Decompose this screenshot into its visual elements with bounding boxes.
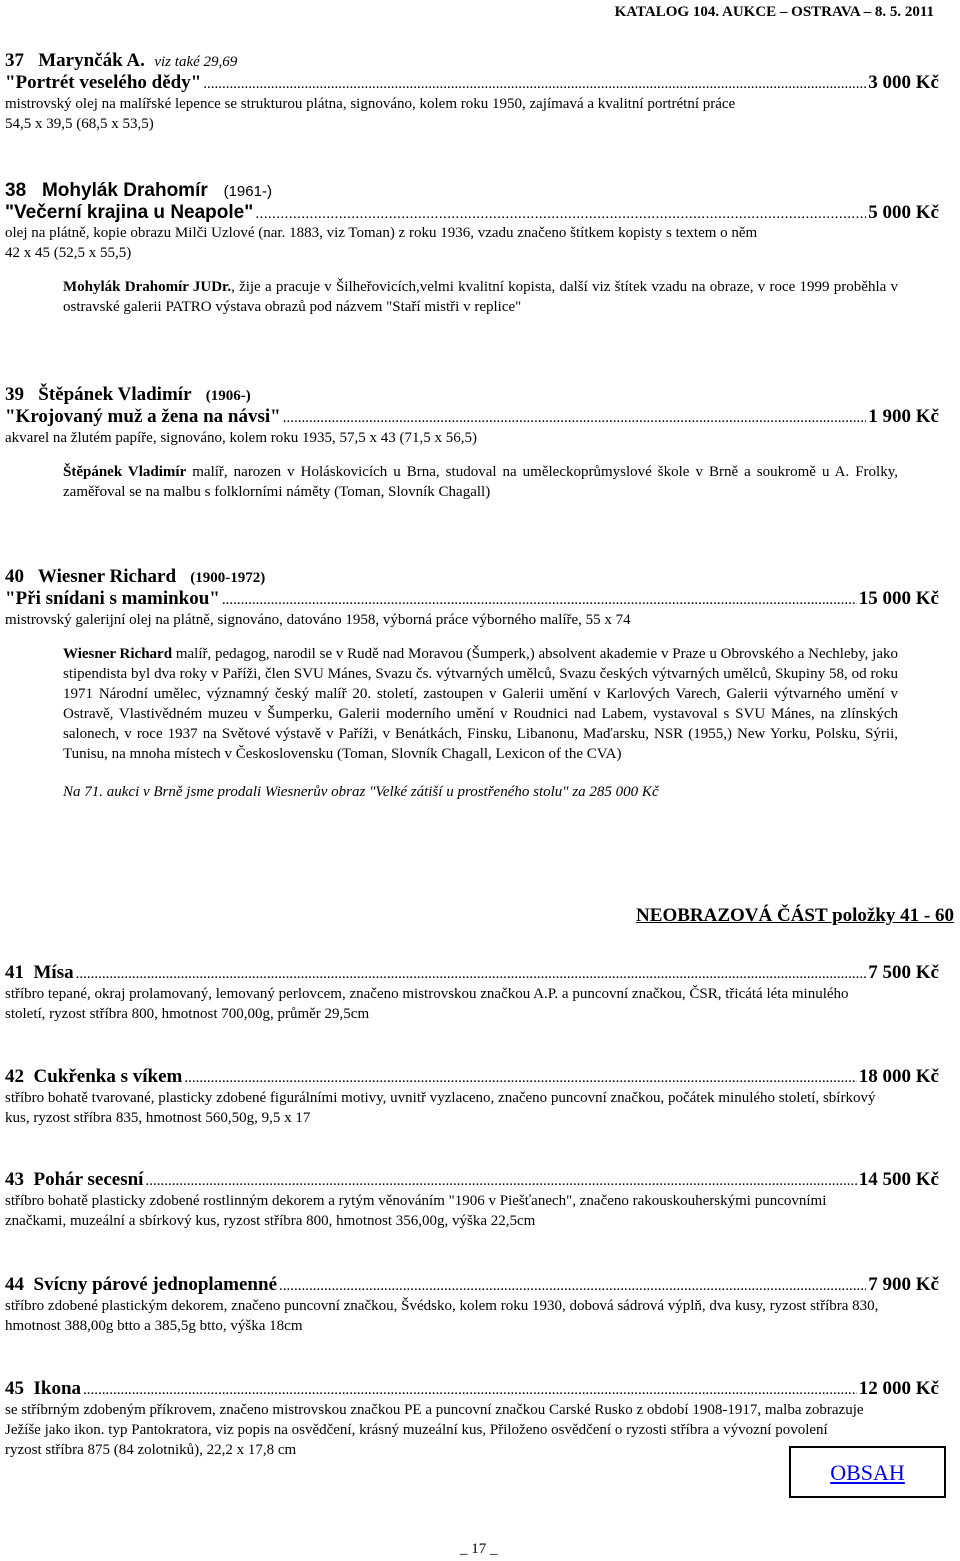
lot-title: "Při snídani s maminkou" — [5, 588, 220, 609]
lot-title: "Krojovaný muž a žena na návsi" — [5, 406, 281, 427]
lot-heading — [5, 180, 939, 203]
lot-description: akvarel na žlutém papíře, signováno, kolem roku 1935, 57,5 x 43 (71,5 x 56,5) — [5, 430, 477, 446]
item-number: 43 — [5, 1169, 24, 1190]
lot-description: mistrovský olej na malířské lepence se strukturou plátna, signováno, kolem roku 1950, zajímavá a kvalitní portrétní práce — [5, 96, 736, 112]
item-title-row — [5, 963, 939, 984]
page-number: _ 17 _ — [460, 1541, 498, 1557]
lot-years: (1961-) — [223, 183, 272, 200]
lot-artist: Marynčák A. — [38, 50, 145, 71]
item-number: 41 — [5, 962, 24, 983]
lot-price: 15 000 Kč — [858, 588, 939, 609]
item-description: stříbro zdobené plastickým dekorem, značeno puncovní značkou, Švédsko, kolem roku 1930, dobová sádrová výplň, dva kusy, ryzost stříbra 830, hmotnost 388,00g btto a 385,5g btto, výška 18cm — [5, 1298, 879, 1334]
lot-years: (1900-1972) — [190, 570, 266, 586]
item-41 — [5, 963, 939, 1024]
section-heading: NEOBRAZOVÁ ČÁST položky 41 - 60 — [636, 905, 954, 926]
lot-title-row — [5, 407, 939, 428]
lot-artist: Štěpánek Vladimír — [38, 384, 192, 405]
lot-39 — [5, 384, 939, 502]
leader-dots — [203, 75, 866, 94]
catalog-header: KATALOG 104. AUKCE – OSTRAVA – 8. 5. 2011 — [614, 4, 934, 20]
leader-dots — [76, 965, 867, 984]
lot-number: 38 — [5, 180, 27, 201]
item-description: se stříbrným zdobeným příkrovem, značeno mistrovskou značkou PE a puncovní značkou Carské Rusko z období 1908-1917, malba zobrazuje Ježíše jako ikon. typ Pantokratora, viz popis na osvědčení, krásný muzeální kus, Přiloženo osvědčení o ryzosti stříbra a vývozní povolení — [5, 1402, 864, 1438]
item-description: stříbro tepané, okraj prolamovaný, lemovaný perlovcem, značeno mistrovskou značkou A.P. a puncovní značkou, ČSR, třicátá léta minulého století, ryzost stříbra 800, hmotnost 700,00g, průměr 29,5cm — [5, 986, 849, 1022]
item-price: 7 500 Kč — [868, 962, 939, 983]
bio-name: Štěpánek Vladimír — [63, 464, 187, 480]
bio-name: Wiesner Richard — [63, 646, 173, 662]
lot-price: 1 900 Kč — [868, 406, 939, 427]
lot-artist: Wiesner Richard — [37, 566, 177, 587]
lot-years: (1906-) — [205, 388, 251, 404]
lot-heading — [5, 50, 939, 73]
item-title-row — [5, 1275, 939, 1296]
leader-dots — [222, 591, 857, 610]
contents-link-box[interactable] — [789, 1446, 946, 1498]
item-name: Pohár secesní — [33, 1169, 144, 1190]
item-title-row — [5, 1379, 939, 1400]
leader-dots — [255, 204, 866, 223]
item-description: stříbro bohatě tvarované, plasticky zdobené figurálními motivy, uvnitř vyzlaceno, značeno puncovní značkou, počátek minulého století, sbírkový kus, ryzost stříbra 835, hmotnost 560,50g, 9,5 x 17 — [5, 1090, 876, 1126]
lot-40 — [5, 566, 939, 802]
lot-heading — [5, 566, 939, 589]
item-title-row — [5, 1170, 939, 1191]
leader-dots — [184, 1069, 856, 1088]
bio-text: malíř, pedagog, narodil se v Rudě nad Moravou (Šumperk,) absolvent akademie v Praze u Obrovského a Nechleby, jako stipendista byl dva roky v Paříži, člen SVU Mánes, Svazu čs. výtvarných umělců, Svazu českých výtvarných umělců, Skupiny 58, od roku 1971 Národní umělec, významný český malíř 20. století, zastoupen v Galerii umění v Karlových Varech, Galerii výtvarného umění v Ostravě, Vlastivědném muzeu v Šumperku, Galerii moderního umění v Roudnici nad Labem, vystavoval s SVU Mánes, na zlínských salonech, v roce 1937 na Světové výstavě v Paříži, v Benátkách, Finsku, Libanonu, Maďarsku, NSR (1955,) New Yorku, Polsku, Sýrii, Tunisu, na mnoha místech v Československu (Toman, Slovník Chagall, Lexicon of the CVA) — [63, 646, 898, 762]
item-price: 18 000 Kč — [858, 1066, 939, 1087]
leader-dots — [83, 1381, 857, 1400]
item-number: 42 — [5, 1066, 24, 1087]
item-title-row — [5, 1067, 939, 1088]
item-44 — [5, 1275, 939, 1336]
lot-heading — [5, 384, 939, 407]
bio-text: malíř, narozen v Holáskovicích u Brna, studoval na uměleckoprůmyslové škole v Brně a soukromě u A. Frolky, zaměřoval se na malbu s folklorními náměty (Toman, Slovník Chagall) — [63, 464, 898, 500]
item-name: Mísa — [33, 962, 74, 983]
artist-bio — [63, 462, 898, 502]
item-number: 44 — [5, 1274, 24, 1295]
item-price: 12 000 Kč — [858, 1378, 939, 1399]
lot-title-row — [5, 73, 939, 94]
lot-number: 37 — [5, 50, 24, 71]
leader-dots — [279, 1277, 866, 1296]
lot-description: olej na plátně, kopie obrazu Milči Uzlové (nar. 1883, viz Toman) z roku 1936, vzadu značeno štítkem kopisty s textem o něm — [5, 225, 758, 241]
lot-number: 40 — [5, 566, 24, 587]
item-number: 45 — [5, 1378, 24, 1399]
lot-artist: Mohylák Drahomír — [41, 180, 208, 201]
lot-price: 5 000 Kč — [868, 202, 939, 223]
lot-number: 39 — [5, 384, 24, 405]
bio-text: , žije a pracuje v Šilheřovicích,velmi kvalitní kopista, další viz štítek vzadu na obraze, v roce 1999 proběhla v ostravské galerii PATRO výstava obrazů pod názvem "Staří mistři v replice" — [63, 279, 899, 315]
lot-title: "Portrét veselého dědy" — [5, 72, 202, 93]
sale-note: Na 71. aukci v Brně jsme prodali Wiesnerův obraz "Velké zátiší u prostřeného stolu" za 285 000 Kč — [63, 784, 659, 800]
leader-dots — [145, 1172, 856, 1191]
artist-bio — [63, 277, 898, 317]
item-43 — [5, 1170, 939, 1231]
item-description: stříbro bohatě plasticky zdobené rostlinným dekorem a rytým věnováním "1906 v Piešťanech", značeno rakouskouherskými puncovními značkami, muzeální a sbírkový kus, ryzost stříbra 800, hmotnost 356,00g, výška 22,5cm — [5, 1193, 827, 1229]
lot-title-row — [5, 203, 939, 223]
item-42 — [5, 1067, 939, 1128]
lot-dimensions: 54,5 x 39,5 (68,5 x 53,5) — [5, 116, 154, 132]
item-name: Svícny párové jednoplamenné — [33, 1274, 278, 1295]
item-price: 7 900 Kč — [868, 1274, 939, 1295]
lot-crossref: viz také 29,69 — [154, 54, 238, 70]
contents-link[interactable]: OBSAH — [830, 1459, 905, 1485]
item-name: Ikona — [33, 1378, 82, 1399]
lot-title: "Večerní krajina u Neapole" — [5, 202, 254, 223]
lot-dimensions: 42 x 45 (52,5 x 55,5) — [5, 245, 132, 261]
lot-description: mistrovský galerijní olej na plátně, signováno, datováno 1958, výborná práce výborného malíře, 55 x 74 — [5, 612, 631, 628]
item-price: 14 500 Kč — [858, 1169, 939, 1190]
lot-title-row — [5, 589, 939, 610]
item-description-extra: ryzost stříbra 875 (84 zolotniků), 22,2 x 17,8 cm — [5, 1442, 297, 1458]
lot-38 — [5, 180, 939, 317]
item-name: Cukřenka s víkem — [33, 1066, 183, 1087]
bio-name: Mohylák Drahomír JUDr. — [63, 279, 232, 295]
lot-price: 3 000 Kč — [868, 72, 939, 93]
artist-bio — [63, 644, 898, 764]
leader-dots — [283, 409, 867, 428]
lot-37 — [5, 50, 939, 134]
